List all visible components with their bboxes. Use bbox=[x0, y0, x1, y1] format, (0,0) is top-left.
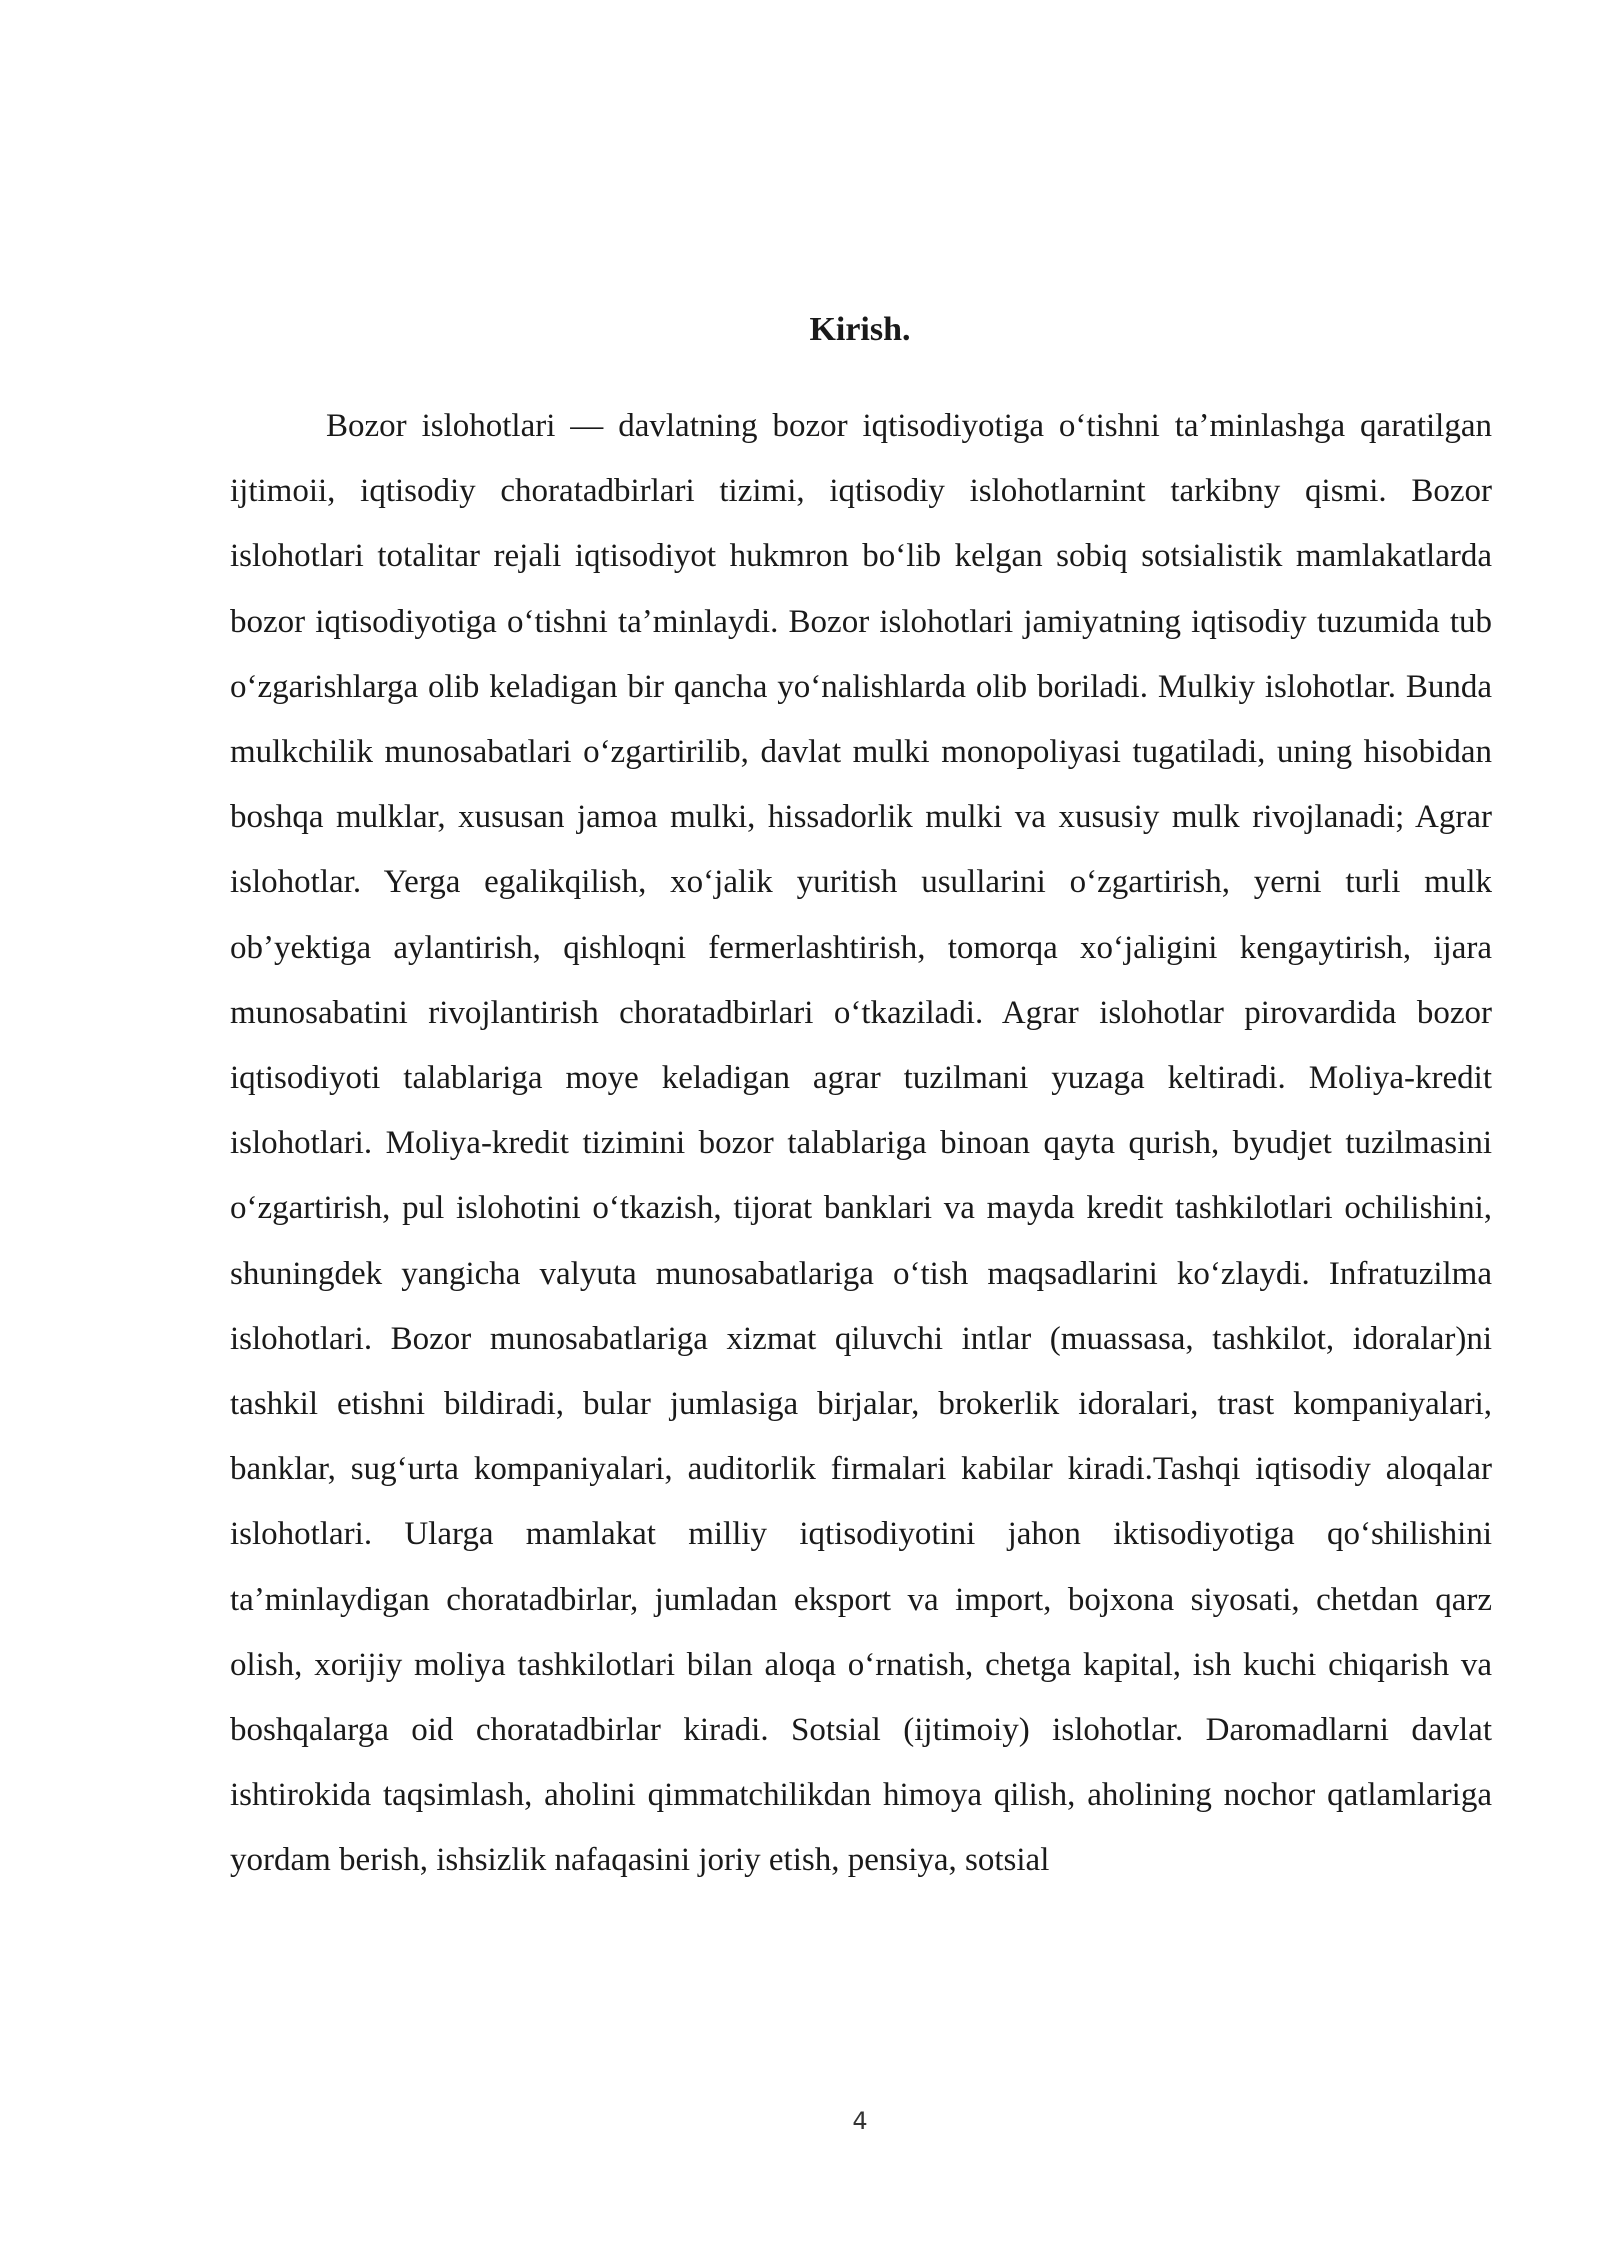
section-heading: Kirish. bbox=[809, 311, 911, 348]
page-number: 4 bbox=[852, 2107, 868, 2135]
body-paragraph: Bozor islohotlari — davlatning bozor iqtisodiyotiga oʻtishni taʼminlashga qaratilgan ijtimoii, iqtisodiy choratadbirlari tizimi, iqtisodiy islohotlarnint tarkibny qismi. Bozor islohotlari totalitar rejali iqtisodiyot hukmron boʻlib kelgan sobiq sotsialistik mamlakatlarda bozor iqtisodiyotiga oʻtishni taʼminlaydi. Bozor islohotlari jamiyatning iqtisodiy tuzumida tub oʻzgarishlarga olib keladigan bir qancha yoʻnalishlarda olib boriladi. Mulkiy islohotlar. Bunda mulkchilik munosabatlari oʻzgartirilib, davlat mulki monopoliyasi tugatiladi, uning hisobidan boshqa mulklar, xususan jamoa mulki, hissadorlik mulki va xususiy mulk rivojlanadi; Agrar islohotlar. Yerga egalikqilish, xoʻjalik yuritish usullarini oʻzgartirish, yerni turli mulk obʼyektiga aylantirish, qishloqni fermerlashtirish, tomorqa xoʻjaligini kengaytirish, ijara munosabatini rivojlantirish choratadbirlari oʻtkaziladi. Agrar islohotlar pirovardida bozor iqtisodiyoti talablariga moye keladigan agrar tuzilmani yuzaga keltiradi. Moliya-kredit islohotlari. Moliya-kredit tizimini bozor talablariga binoan qayta qurish, byudjet tuzilmasini oʻzgartirish, pul islohotini oʻtkazish, tijorat banklari va mayda kredit tashkilotlari ochilishini, shuningdek yangicha valyuta munosabatlariga oʻtish maqsadlarini koʻzlaydi. Infratuzilma islohotlari. Bozor munosabatlariga xizmat qiluvchi intlar (muassasa, tashkilot, idoralar)ni tashkil etishni bildiradi, bular jumlasiga birjalar, brokerlik idoralari, trast kompaniyalari, banklar, sugʻurta kompaniyalari, auditorlik firmalari kabilar kiradi.Tashqi iqtisodiy aloqalar islohotlari. Ularga mamlakat milliy iqtisodiyotini jahon iktisodiyotiga qoʻshilishini taʼminlaydigan choratadbirlar, jumladan eksport va import, bojxona siyosati, chetdan qarz olish, xorijiy moliya tashkilotlari bilan aloqa oʻrnatish, chetga kapital, ish kuchi chiqarish va boshqalarga oid choratadbirlar kiradi. Sotsial (ijtimoiy) islohotlar. Daromadlarni davlat ishtirokida taqsimlash, aholini qimmatchilikdan himoya qilish, aholining nochor qatlamlariga yordam berish, ishsizlik nafaqasini joriy etish, pensiya, sotsial bbox=[230, 408, 1492, 1879]
